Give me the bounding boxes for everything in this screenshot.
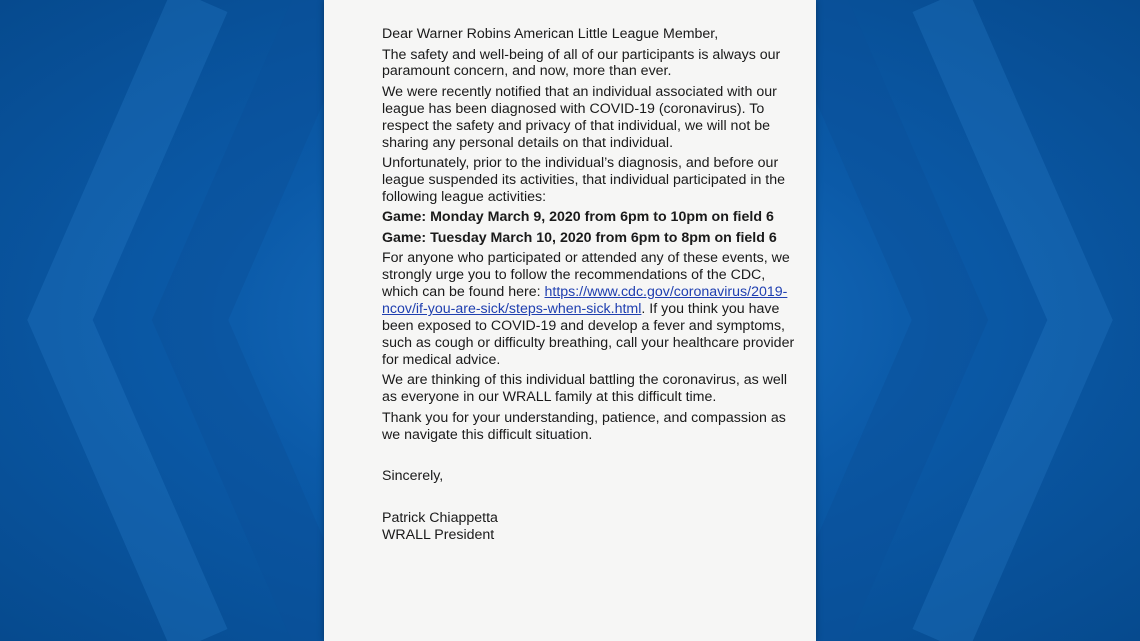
letter-page (324, 0, 816, 641)
letter-paragraph-2: We were recently notified that an individual associated with our league has been diagnosed with COVID-19 (coronavirus). To respect the safety and privacy of that individual, we will not be sharing any personal details on that individual. (382, 83, 777, 151)
signer-name: Patrick Chiappetta (382, 509, 498, 526)
game-2-details: Game: Tuesday March 10, 2020 from 6pm to 8pm on field 6 (382, 229, 777, 246)
letter-paragraph-6: Thank you for your understanding, patience, and compassion as we navigate this difficult situation. (382, 409, 786, 443)
cdc-outro-text: . If you think you have been exposed to COVID-19 and develop a fever and symptoms, such as cough or difficulty breathing, call your healthcare provider for medical advice. (382, 301, 795, 368)
letter-paragraph-4 (382, 250, 802, 368)
letter-paragraph-5: We are thinking of this individual battling the coronavirus, as well as everyone in our WRALL family at this difficult time. (382, 372, 788, 406)
signer-title: WRALL President (382, 526, 495, 543)
game-1-details: Game: Monday March 9, 2020 from 6pm to 10pm on field 6 (382, 209, 774, 226)
letter-paragraph-3: Unfortunately, prior to the individual’s diagnosis, and before our league suspended its activities, that individual participated in the following league activities: (382, 155, 786, 205)
letter-paragraph-1: The safety and well-being of all of our participants is always our paramount concern, and now, more than ever. (382, 46, 781, 80)
letter-closing: Sincerely, (382, 468, 444, 485)
letter-body (382, 26, 802, 544)
cdc-link[interactable]: https://www.cdc.gov/coronavirus/2019-ncov/if-you-are-sick/steps-when-sick.html (382, 284, 788, 318)
letter-greeting: Dear Warner Robins American Little League Member, (382, 26, 719, 42)
cdc-intro-text: For anyone who participated or attended any of these events, we strongly urge you to follow the recommendations of the CDC, which can be found here: (382, 250, 790, 301)
